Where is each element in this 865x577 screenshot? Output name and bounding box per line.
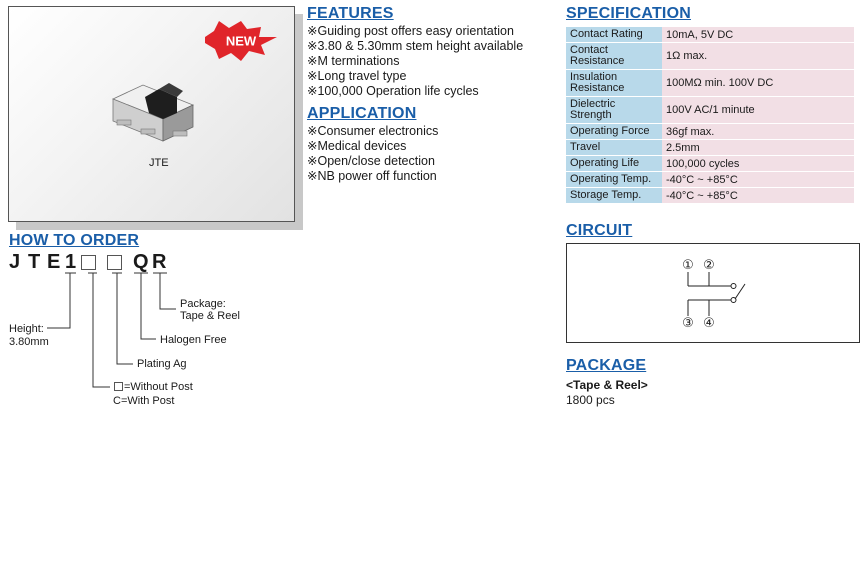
order-leader-lines <box>0 0 300 420</box>
list-item: ※Long travel type <box>307 69 407 83</box>
spec-key: Dielectric Strength <box>566 97 662 123</box>
specification-title: SPECIFICATION <box>566 5 691 22</box>
table-row <box>566 140 854 155</box>
application-list <box>307 124 438 184</box>
list-item: ※100,000 Operation life cycles <box>307 84 479 98</box>
package-type: <Tape & Reel> <box>566 378 648 392</box>
list-item: ※Consumer electronics <box>307 124 439 138</box>
spec-value: 1Ω max. <box>662 43 854 69</box>
spec-value: 10mA, 5V DC <box>662 27 854 42</box>
list-item: ※Guiding post offers easy orientation <box>307 24 514 38</box>
list-item: ※Open/close detection <box>307 154 435 168</box>
list-item: ※3.80 & 5.30mm stem height available <box>307 39 524 53</box>
spec-value: -40°C ~ +85°C <box>662 172 854 187</box>
table-row <box>566 156 854 171</box>
post-label-1: =Without Post <box>124 381 193 393</box>
spec-value: 36gf max. <box>662 124 854 139</box>
list-item: ※Medical devices <box>307 139 407 153</box>
spec-value: -40°C ~ +85°C <box>662 188 854 203</box>
application-title: APPLICATION <box>307 105 417 122</box>
height-label-2: 3.80mm <box>9 336 49 348</box>
spec-value: 100,000 cycles <box>662 156 854 171</box>
spec-value: 100V AC/1 minute <box>662 97 854 123</box>
circuit-wires <box>688 272 745 316</box>
table-row <box>566 97 854 123</box>
package-title: PACKAGE <box>566 357 647 374</box>
spec-table <box>566 26 854 204</box>
spec-key: Operating Force <box>566 124 662 139</box>
spec-key: Insulation Resistance <box>566 70 662 96</box>
list-item: ※NB power off function <box>307 169 437 183</box>
circuit-diagram <box>566 243 860 343</box>
table-row <box>566 70 854 96</box>
package-qty: 1800 pcs <box>566 393 615 407</box>
package-label-1: Package: <box>180 298 226 310</box>
post-blank-box <box>114 382 123 391</box>
spec-key: Operating Life <box>566 156 662 171</box>
post-label-2: C=With Post <box>113 395 175 407</box>
pin-3-label: ③ <box>682 316 694 331</box>
code-char: J <box>9 251 21 273</box>
code-char: T <box>28 251 41 273</box>
spec-key: Contact Rating <box>566 27 662 42</box>
spec-key: Contact Resistance <box>566 43 662 69</box>
height-label-1: Height: <box>9 323 44 335</box>
pin-4-label: ④ <box>703 316 715 331</box>
pin-2-label: ② <box>703 258 715 273</box>
package-label-2: Tape & Reel <box>180 310 240 322</box>
code-char: R <box>152 251 167 273</box>
spec-key: Travel <box>566 140 662 155</box>
pin-1-label: ① <box>682 258 694 273</box>
table-row <box>566 124 854 139</box>
table-row <box>566 172 854 187</box>
spec-key: Storage Temp. <box>566 188 662 203</box>
code-char: E <box>47 251 61 273</box>
how-to-order-title: HOW TO ORDER <box>9 232 140 249</box>
photo-caption: JTE <box>149 157 169 169</box>
code-char: Q <box>133 251 149 273</box>
list-item: ※M terminations <box>307 54 400 68</box>
spec-key: Operating Temp. <box>566 172 662 187</box>
new-badge-label: NEW <box>225 33 257 49</box>
circuit-title: CIRCUIT <box>566 222 633 239</box>
spec-value: 100MΩ min. 100V DC <box>662 70 854 96</box>
features-title: FEATURES <box>307 5 394 22</box>
table-row <box>566 27 854 42</box>
code-char: 1 <box>65 251 77 273</box>
table-row <box>566 43 854 69</box>
plating-label: Plating Ag <box>137 358 187 370</box>
spec-value: 2.5mm <box>662 140 854 155</box>
halogen-label: Halogen Free <box>160 334 227 346</box>
features-list <box>307 24 523 99</box>
circuit-schematic <box>567 244 859 342</box>
table-row <box>566 188 854 203</box>
